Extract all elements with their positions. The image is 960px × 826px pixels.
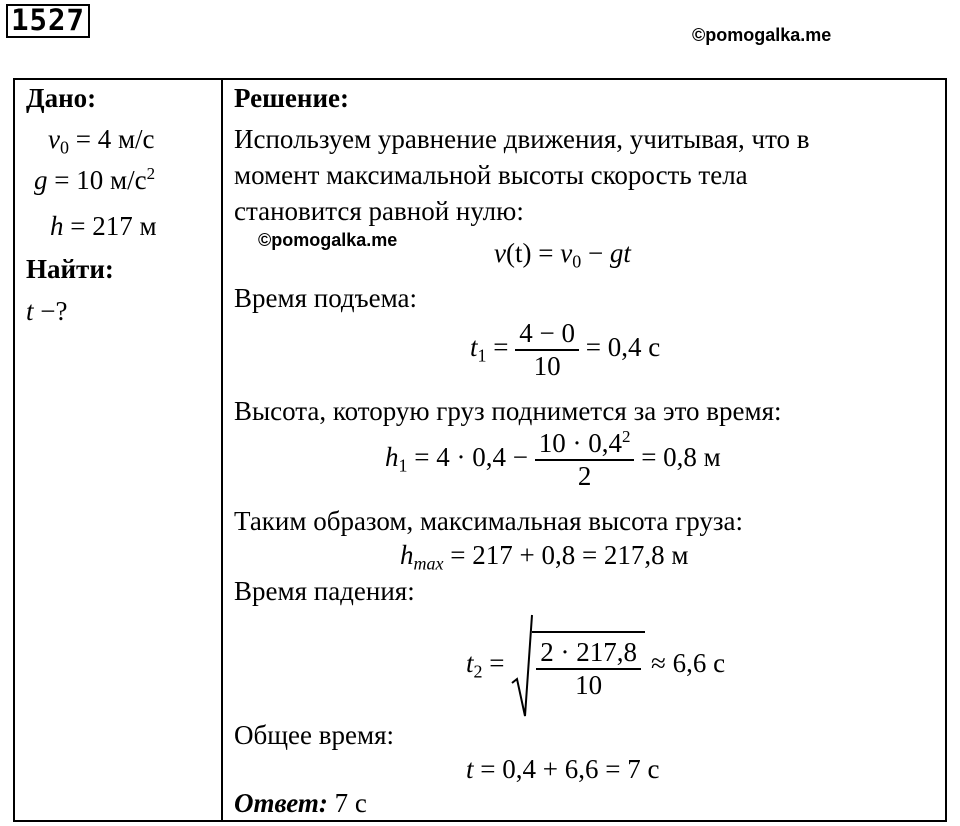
answer-label: Ответ: [234, 788, 328, 818]
intro-line-2: момент максимальной высоты скорость тела [234, 160, 748, 190]
max-height-label: Таким образом, максимальная высота груза: [234, 506, 744, 536]
eq-h1-result: = 0,8 м [634, 442, 721, 473]
eq-t1-result: = 0,4 с [578, 332, 661, 363]
find-symbol: t [26, 296, 34, 326]
eq-motion-gt: gt [609, 238, 631, 268]
intro-line-3: становится равной нулю: [234, 196, 524, 226]
given-g [34, 165, 155, 196]
given-v0-symbol: v [48, 124, 60, 154]
given-g-sup: 2 [146, 163, 156, 183]
equation-motion [494, 238, 631, 272]
eq-t1-lhs: t [470, 332, 478, 363]
fall-label: Время падения: [234, 576, 415, 606]
sqrt-sign-icon [511, 613, 533, 719]
given-h-value: = 217 м [70, 211, 157, 241]
eq-h1-num-sup: 2 [621, 426, 631, 446]
given-header: Дано: [26, 83, 97, 113]
eq-t2-fraction [536, 637, 641, 701]
equation-h1 [385, 428, 721, 492]
answer [234, 788, 367, 819]
watermark-inline: ©pomogalka.me [258, 230, 398, 250]
equation-t1 [470, 318, 660, 382]
eq-t2-lhs: t [466, 648, 474, 679]
given-v0 [48, 124, 155, 158]
eq-t2-eq: = [482, 648, 512, 679]
eq-h1-sub: 1 [398, 455, 408, 476]
eq-h1-numerator [535, 428, 635, 459]
given-h-symbol: h [50, 211, 64, 241]
height-label: Высота, которую груз поднимется за это время: [234, 396, 782, 426]
eq-motion-minus: − [581, 238, 610, 268]
eq-t2-result: ≈ 6,6 с [651, 648, 726, 679]
problem-number: 1527 [6, 4, 90, 38]
eq-motion-arg: (t) = [505, 238, 561, 268]
given-h [50, 211, 157, 242]
eq-t2-denominator: 10 [536, 668, 641, 701]
eq-motion-v: v [560, 238, 573, 268]
eq-t2-sub: 2 [473, 661, 483, 682]
eq-hmax-sub: max [413, 553, 444, 574]
column-divider [221, 78, 223, 822]
eq-total-rhs: = 0,4 + 6,6 = 7 с [473, 754, 660, 784]
find-header: Найти: [26, 254, 114, 284]
eq-motion-v-sub: 0 [572, 251, 582, 272]
eq-h1-mid: = 4 · 0,4 − [407, 442, 535, 473]
watermark-top: ©pomogalka.me [692, 25, 832, 45]
total-time-label: Общее время: [234, 720, 394, 750]
eq-t2-radicand [532, 631, 645, 701]
eq-t1-numerator: 4 − 0 [519, 318, 575, 348]
eq-h1-fraction [535, 428, 635, 492]
given-g-symbol: g [34, 165, 48, 195]
eq-t1-fraction [515, 318, 579, 382]
eq-h1-lhs: h [385, 442, 399, 473]
equation-t2 [466, 613, 725, 719]
equation-total [466, 754, 659, 785]
eq-t1-sub: 1 [477, 345, 487, 366]
eq-t1-denominator: 10 [515, 349, 579, 382]
solution-header: Решение: [234, 83, 349, 113]
eq-h1-denominator: 2 [535, 459, 635, 492]
equation-hmax [400, 540, 689, 574]
find-value [26, 296, 67, 327]
eq-hmax-lhs: h [400, 540, 414, 570]
given-g-value: = 10 м/с [54, 165, 147, 195]
intro-line-1: Используем уравнение движения, учитывая, что в [234, 124, 810, 154]
eq-t2-numerator: 2 · 217,8 [540, 637, 637, 667]
eq-hmax-rhs: = 217 + 0,8 = 217,8 м [443, 540, 689, 570]
rise-label: Время подъема: [234, 283, 417, 313]
eq-motion-lhs: v [494, 238, 506, 268]
eq-h1-num-text: 10 · 0,4 [538, 428, 622, 458]
find-rhs: −? [33, 296, 68, 326]
eq-t1-eq: = [486, 332, 516, 363]
answer-value: 7 с [327, 788, 367, 818]
eq-total-lhs: t [466, 754, 474, 784]
given-v0-value: = 4 м/с [75, 124, 155, 154]
given-v0-sub: 0 [59, 137, 69, 158]
